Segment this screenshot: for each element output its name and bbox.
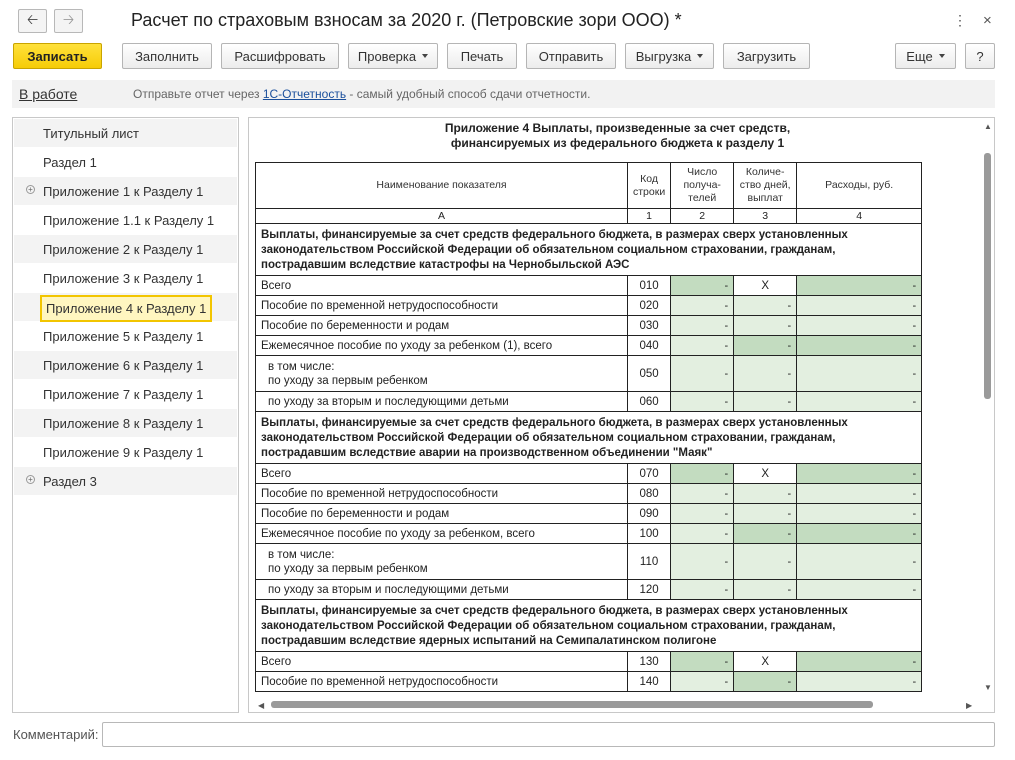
info-text-after: - самый удобный способ сдачи отчетности. xyxy=(346,87,591,101)
row-code: 090 xyxy=(628,504,671,524)
value-cell[interactable]: - xyxy=(797,504,922,524)
section-item[interactable] xyxy=(14,177,237,205)
value-cell[interactable]: - xyxy=(671,356,734,392)
value-cell[interactable]: - xyxy=(797,524,922,544)
row-code: 020 xyxy=(628,296,671,316)
table-row xyxy=(256,316,922,336)
section-item[interactable] xyxy=(14,119,237,147)
back-button[interactable] xyxy=(18,9,47,33)
indicator-name xyxy=(256,544,628,580)
import-button[interactable]: Загрузить xyxy=(723,43,810,69)
table-row xyxy=(256,356,922,392)
scroll-up-icon[interactable]: ▲ xyxy=(984,122,992,131)
indicator-name: Пособие по временной нетрудоспособности xyxy=(256,672,628,692)
section-heading: Выплаты, финансируемые за счет средств федерального бюджета, в размерах сверх установленных законодательством Российской Федерации об обязательном социальном страховании, гражданам, пострадавшим вследствие ядерных испытаний на Семипалатинском полигоне xyxy=(256,600,922,652)
value-cell[interactable]: - xyxy=(797,392,922,412)
row-code: 100 xyxy=(628,524,671,544)
scroll-left-icon[interactable]: ◀ xyxy=(258,701,265,710)
indicator-name: Всего xyxy=(256,652,628,672)
row-code: 030 xyxy=(628,316,671,336)
export-label: Выгрузка xyxy=(635,48,692,64)
vertical-scroll-thumb[interactable] xyxy=(984,153,991,399)
row-code: 120 xyxy=(628,580,671,600)
indicator-prefix: в том числе: xyxy=(268,548,335,561)
sections-panel xyxy=(12,117,239,713)
print-button[interactable]: Печать xyxy=(447,43,517,69)
value-cell[interactable]: - xyxy=(734,316,797,336)
indicator-prefix: в том числе: xyxy=(268,360,335,373)
section-item-label: Приложение 5 к Разделу 1 xyxy=(43,329,204,344)
indicator-name: Всего xyxy=(256,276,628,296)
value-cell[interactable]: - xyxy=(734,356,797,392)
row-code: 040 xyxy=(628,336,671,356)
form-title-line1: Приложение 4 Выплаты, произведенные за счет средств, xyxy=(444,121,791,135)
section-item-label: Раздел 3 xyxy=(43,474,97,489)
value-cell[interactable]: - xyxy=(797,652,922,672)
value-cell: Х xyxy=(734,464,797,484)
row-code: 130 xyxy=(628,652,671,672)
section-item[interactable] xyxy=(14,351,237,379)
value-cell[interactable]: - xyxy=(797,544,922,580)
value-cell[interactable]: - xyxy=(671,296,734,316)
help-button[interactable]: ? xyxy=(965,43,995,69)
send-button[interactable]: Отправить xyxy=(526,43,616,69)
section-item-label: Приложение 1 к Разделу 1 xyxy=(43,184,204,199)
section-item-label: Приложение 2 к Разделу 1 xyxy=(43,242,204,257)
value-cell[interactable]: - xyxy=(734,336,797,356)
chevron-down-icon xyxy=(697,54,703,58)
form-panel xyxy=(248,117,995,713)
value-cell[interactable]: - xyxy=(734,544,797,580)
value-cell: Х xyxy=(734,652,797,672)
value-cell[interactable]: - xyxy=(734,580,797,600)
title-bar xyxy=(0,0,1015,42)
value-cell[interactable]: - xyxy=(797,276,922,296)
more-dropdown-button[interactable] xyxy=(895,43,956,69)
table-row xyxy=(256,464,922,484)
value-cell: Х xyxy=(734,276,797,296)
value-cell[interactable]: - xyxy=(734,672,797,692)
info-bar xyxy=(12,80,995,108)
indicator-name: Всего xyxy=(256,464,628,484)
index-cell: 2 xyxy=(671,209,734,224)
section-item[interactable] xyxy=(14,467,237,495)
section-item[interactable] xyxy=(14,322,237,350)
section-item-label: Приложение 6 к Разделу 1 xyxy=(43,358,204,373)
close-icon[interactable]: × xyxy=(983,12,992,29)
row-code: 050 xyxy=(628,356,671,392)
chevron-down-icon xyxy=(939,54,945,58)
table-row xyxy=(256,652,922,672)
value-cell[interactable]: - xyxy=(671,392,734,412)
value-cell[interactable]: - xyxy=(734,524,797,544)
section-heading: Выплаты, финансируемые за счет средств федерального бюджета, в размерах сверх установленных законодательством Российской Федерации об обязательном социальном страховании, гражданам, пострадавшим вследствие катастрофы на Чернобыльской АЭС xyxy=(256,224,922,276)
section-item-label: Приложение 3 к Разделу 1 xyxy=(43,271,204,286)
indicator-name xyxy=(256,356,628,392)
section-item-label: Приложение 4 к Разделу 1 xyxy=(40,295,212,322)
indicator-name: Ежемесячное пособие по уходу за ребенком, всего xyxy=(256,524,628,544)
expand-icon[interactable]: + xyxy=(26,475,35,484)
header-count: Число получа- телей xyxy=(671,163,734,209)
value-cell[interactable]: - xyxy=(797,672,922,692)
indicator-name: по уходу за вторым и последующими детьми xyxy=(256,580,628,600)
scroll-right-icon[interactable]: ▶ xyxy=(966,701,973,710)
table-row xyxy=(256,544,922,580)
value-cell[interactable]: - xyxy=(797,464,922,484)
table-row xyxy=(256,580,922,600)
value-cell[interactable]: - xyxy=(671,316,734,336)
form-title-line2: финансируемых из федерального бюджета к разделу 1 xyxy=(450,136,785,150)
header-expenses: Расходы, руб. xyxy=(797,163,922,209)
check-dropdown-button[interactable] xyxy=(348,43,438,69)
indicator-name: по уходу за вторым и последующими детьми xyxy=(256,392,628,412)
value-cell[interactable]: - xyxy=(734,296,797,316)
comment-input[interactable] xyxy=(102,722,995,747)
table-row xyxy=(256,672,922,692)
forward-button[interactable] xyxy=(54,9,83,33)
section-item[interactable] xyxy=(14,148,237,176)
more-options-icon[interactable]: ⋮ xyxy=(953,12,967,28)
header-days: Количе- ство дней, выплат xyxy=(734,163,797,209)
index-cell: А xyxy=(256,209,628,224)
value-cell[interactable]: - xyxy=(671,336,734,356)
fill-button[interactable]: Заполнить xyxy=(122,43,212,69)
value-cell[interactable]: - xyxy=(797,484,922,504)
chevron-down-icon xyxy=(422,54,428,58)
indicator-text: по уходу за первым ребенком xyxy=(268,374,428,387)
value-cell[interactable]: - xyxy=(671,544,734,580)
section-item-label: Приложение 8 к Разделу 1 xyxy=(43,416,204,431)
section-item[interactable] xyxy=(14,409,237,437)
indicator-name: Пособие по временной нетрудоспособности xyxy=(256,484,628,504)
indicator-name: Пособие по временной нетрудоспособности xyxy=(256,296,628,316)
toolbar xyxy=(0,43,1015,71)
form-table xyxy=(255,162,922,692)
value-cell[interactable]: - xyxy=(671,276,734,296)
value-cell[interactable]: - xyxy=(797,316,922,336)
export-dropdown-button[interactable] xyxy=(625,43,714,69)
section-item[interactable] xyxy=(14,438,237,466)
value-cell[interactable]: - xyxy=(734,504,797,524)
form-title xyxy=(249,121,986,151)
section-item[interactable] xyxy=(14,293,237,321)
horizontal-scroll-thumb[interactable] xyxy=(271,701,873,708)
section-item-label: Приложение 1.1 к Разделу 1 xyxy=(43,213,215,228)
row-code: 070 xyxy=(628,464,671,484)
value-cell[interactable]: - xyxy=(797,356,922,392)
table-row xyxy=(256,276,922,296)
value-cell[interactable]: - xyxy=(671,672,734,692)
decode-button[interactable]: Расшифровать xyxy=(221,43,339,69)
header-name: Наименование показателя xyxy=(256,163,628,209)
value-cell[interactable]: - xyxy=(671,484,734,504)
table-row xyxy=(256,524,922,544)
value-cell[interactable]: - xyxy=(734,392,797,412)
section-item-label: Приложение 9 к Разделу 1 xyxy=(43,445,204,460)
value-cell[interactable]: - xyxy=(671,652,734,672)
expand-icon[interactable]: + xyxy=(26,185,35,194)
arrow-left-icon: 🡠 xyxy=(26,11,39,27)
reporting-link[interactable]: 1С-Отчетность xyxy=(262,87,347,101)
info-message xyxy=(133,87,590,101)
table-row xyxy=(256,392,922,412)
section-heading: Выплаты, финансируемые за счет средств федерального бюджета, в размерах сверх установленных законодательством Российской Федерации об обязательном социальном страховании, гражданам, пострадавшим вследствие аварии на производственном объединении "Маяк" xyxy=(256,412,922,464)
row-code: 060 xyxy=(628,392,671,412)
value-cell[interactable]: - xyxy=(797,580,922,600)
indicator-text: по уходу за первым ребенком xyxy=(268,562,428,575)
info-text-before: Отправьте отчет через xyxy=(133,87,263,101)
check-label: Проверка xyxy=(357,48,417,64)
indicator-name: Пособие по беременности и родам xyxy=(256,316,628,336)
row-code: 080 xyxy=(628,484,671,504)
value-cell[interactable]: - xyxy=(671,504,734,524)
section-item-label: Раздел 1 xyxy=(43,155,97,170)
indicator-name: Пособие по беременности и родам xyxy=(256,504,628,524)
window-title: Расчет по страховым взносам за 2020 г. (Петровские зори ООО) * xyxy=(131,10,682,30)
table-row xyxy=(256,296,922,316)
row-code: 010 xyxy=(628,276,671,296)
header-code: Код строки xyxy=(628,163,671,209)
value-cell[interactable]: - xyxy=(734,484,797,504)
value-cell[interactable]: - xyxy=(797,336,922,356)
indicator-name: Ежемесячное пособие по уходу за ребенком (1), всего xyxy=(256,336,628,356)
section-item[interactable] xyxy=(14,264,237,292)
value-cell[interactable]: - xyxy=(671,524,734,544)
section-item[interactable] xyxy=(14,235,237,263)
status-link[interactable]: В работе xyxy=(19,86,78,102)
section-item[interactable] xyxy=(14,380,237,408)
index-cell: 3 xyxy=(734,209,797,224)
section-item-label: Титульный лист xyxy=(43,126,140,141)
scroll-down-icon[interactable]: ▼ xyxy=(984,683,992,692)
table-row xyxy=(256,484,922,504)
index-cell: 4 xyxy=(797,209,922,224)
row-code: 140 xyxy=(628,672,671,692)
section-item-label: Приложение 7 к Разделу 1 xyxy=(43,387,204,402)
save-button[interactable]: Записать xyxy=(13,43,102,69)
value-cell[interactable]: - xyxy=(797,296,922,316)
arrow-right-icon: 🡢 xyxy=(62,11,75,27)
table-row xyxy=(256,336,922,356)
comment-label: Комментарий: xyxy=(13,727,99,742)
table-row xyxy=(256,504,922,524)
index-cell: 1 xyxy=(628,209,671,224)
section-item[interactable] xyxy=(14,206,237,234)
more-label: Еще xyxy=(906,48,933,64)
value-cell[interactable]: - xyxy=(671,580,734,600)
value-cell[interactable]: - xyxy=(671,464,734,484)
row-code: 110 xyxy=(628,544,671,580)
